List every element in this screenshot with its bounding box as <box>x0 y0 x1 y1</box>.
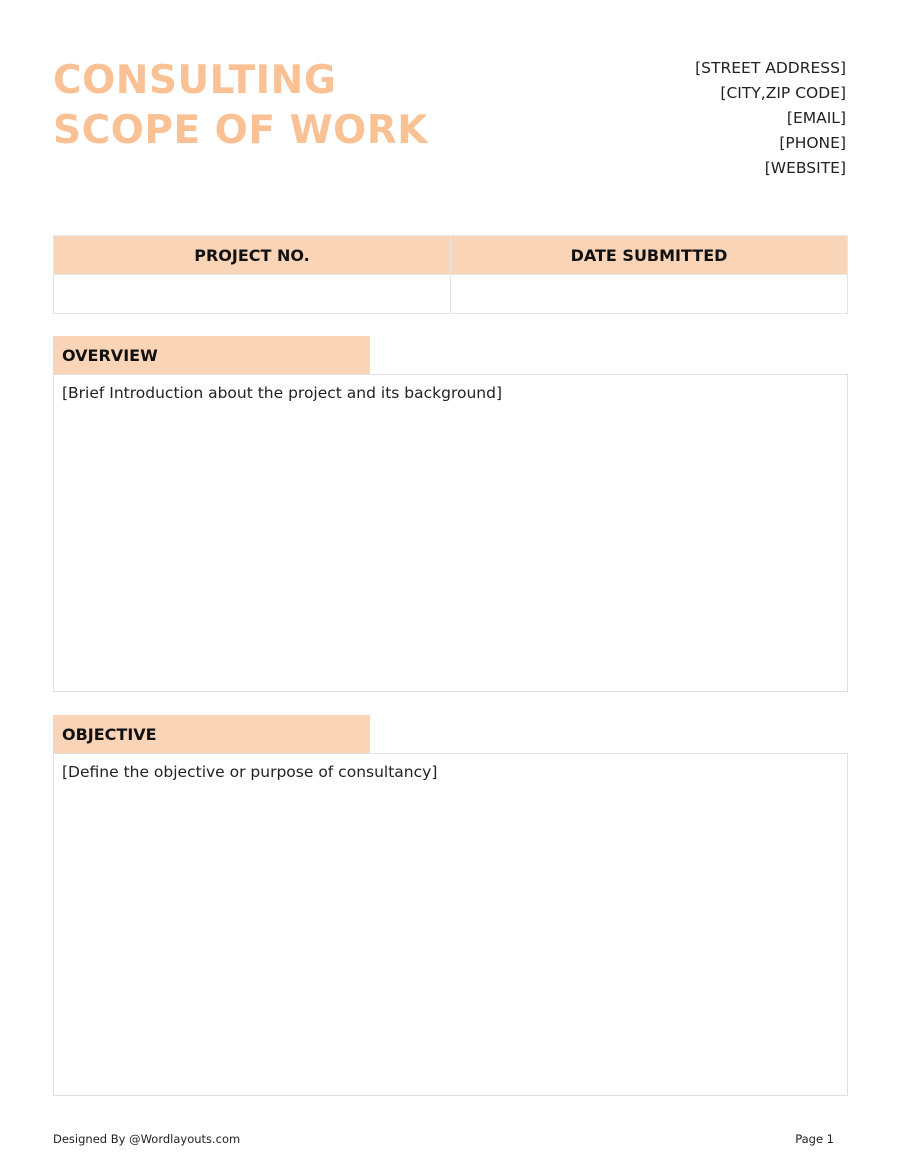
phone[interactable]: [PHONE] <box>779 134 846 152</box>
project-no-header: PROJECT NO. <box>54 236 451 275</box>
overview-placeholder: [Brief Introduction about the project and its background] <box>62 384 503 402</box>
street-address[interactable]: [STREET ADDRESS] <box>695 59 846 77</box>
project-no-field[interactable] <box>54 275 451 314</box>
title-line-1: CONSULTING <box>53 58 337 103</box>
page-number: Page 1 <box>795 1132 834 1146</box>
website[interactable]: [WEBSITE] <box>764 159 846 177</box>
title-line-2: SCOPE OF WORK <box>53 108 428 153</box>
footer-credit: Designed By @Wordlayouts.com <box>53 1132 241 1146</box>
document-title <box>53 56 428 156</box>
objective-placeholder: [Define the objective or purpose of consultancy] <box>62 763 438 781</box>
project-info-table <box>53 235 848 314</box>
overview-heading: OVERVIEW <box>53 336 370 374</box>
overview-field[interactable] <box>53 374 848 692</box>
city-zip[interactable]: [CITY,ZIP CODE] <box>720 84 846 102</box>
objective-field[interactable] <box>53 753 848 1096</box>
date-submitted-field[interactable] <box>451 275 848 314</box>
date-submitted-header: DATE SUBMITTED <box>451 236 848 275</box>
email[interactable]: [EMAIL] <box>786 109 846 127</box>
objective-heading: OBJECTIVE <box>53 715 370 753</box>
address-block <box>695 56 846 181</box>
